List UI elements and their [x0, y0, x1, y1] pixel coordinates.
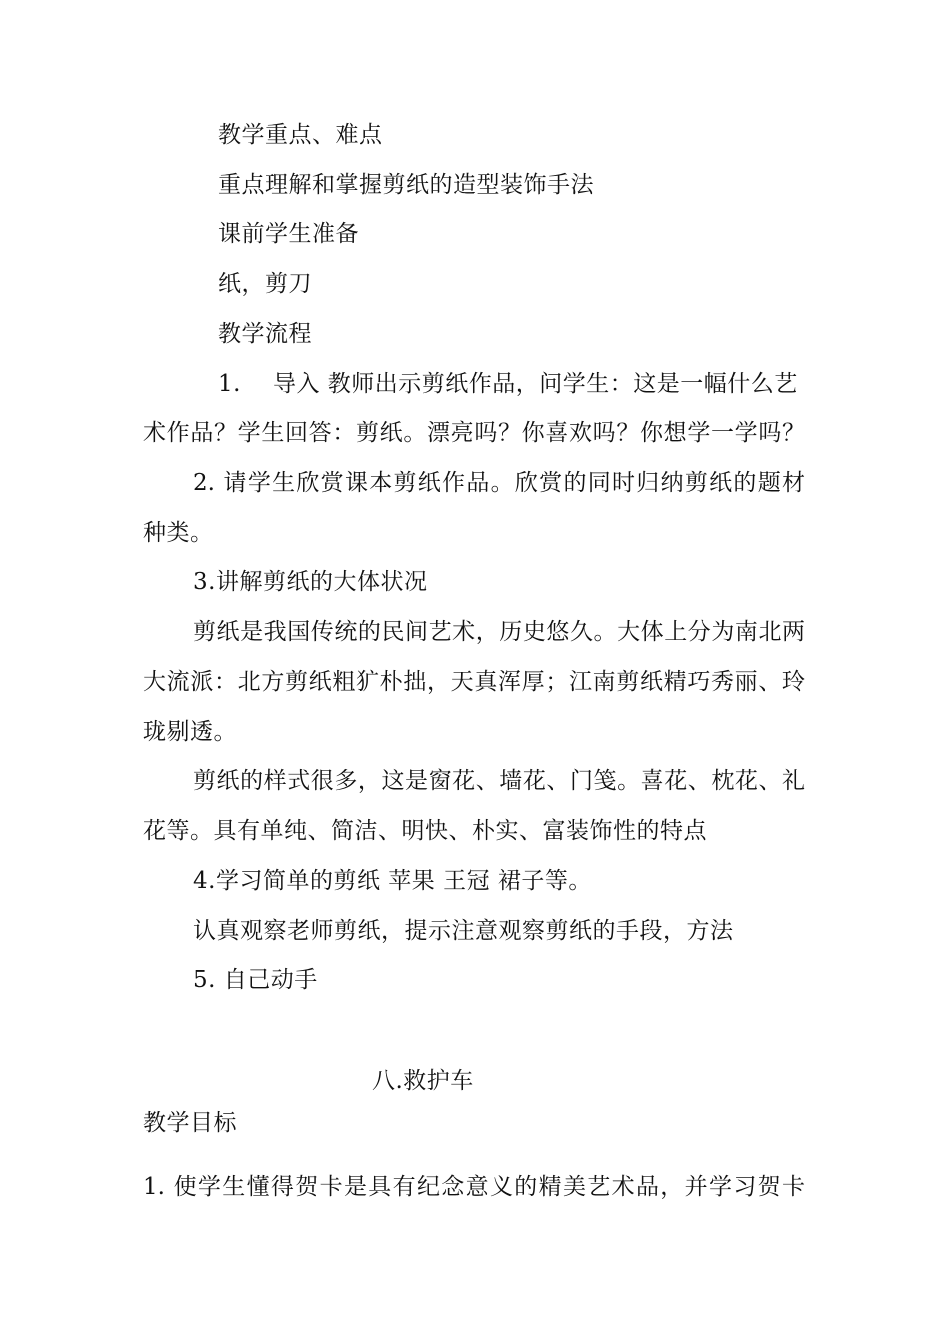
- observe-text: 认真观察老师剪纸，提示注意观察剪纸的手段，方法: [193, 918, 734, 944]
- objective-1-text: 1. 使学生懂得贺卡是具有纪念意义的精美艺术品，并学习贺卡: [143, 1174, 805, 1200]
- heading-process: 教学流程: [218, 321, 312, 347]
- paragraph-papercut-history-3: 珑剔透。: [143, 719, 237, 745]
- step-1-continuation: 术作品？学生回答：剪纸。漂亮吗？你喜欢吗？你想学一学吗？: [143, 420, 805, 446]
- step-1-text: 导入 教师出示剪纸作品，问学生：这是一幅什么艺: [272, 371, 798, 397]
- paragraph-papercut-history: 剪纸是我国传统的民间艺术，历史悠久。大体上分为南北两: [193, 619, 805, 645]
- paragraph-papercut-styles: 剪纸的样式很多，这是窗花、墙花、门笺。喜花、枕花、礼: [193, 768, 805, 794]
- preparation-text: 纸，剪刀: [218, 271, 312, 297]
- step-5-text: 5. 自己动手: [193, 967, 318, 993]
- step-1-number: 1.: [218, 371, 241, 397]
- step-3-heading: 3.讲解剪纸的大体状况: [193, 569, 428, 595]
- step-1-line: [218, 369, 798, 399]
- step-4-text: 4.学习简单的剪纸 苹果 王冠 裙子等。: [193, 868, 592, 894]
- step-2-text: 2. 请学生欣赏课本剪纸作品。欣赏的同时归纳剪纸的题材: [193, 470, 805, 496]
- paragraph-papercut-history-2: 大流派：北方剪纸粗犷朴拙，天真浑厚；江南剪纸精巧秀丽、玲: [143, 669, 805, 695]
- section-title: 八.救护车: [372, 1068, 474, 1094]
- heading-key-points: 教学重点、难点: [218, 122, 383, 148]
- step-2-continuation: 种类。: [143, 520, 214, 546]
- heading-preparation: 课前学生准备: [218, 221, 359, 247]
- key-points-text: 重点理解和掌握剪纸的造型装饰手法: [218, 172, 594, 198]
- paragraph-papercut-styles-2: 花等。具有单纯、简洁、明快、朴实、富装饰性的特点: [143, 818, 707, 844]
- heading-objectives: 教学目标: [143, 1110, 237, 1136]
